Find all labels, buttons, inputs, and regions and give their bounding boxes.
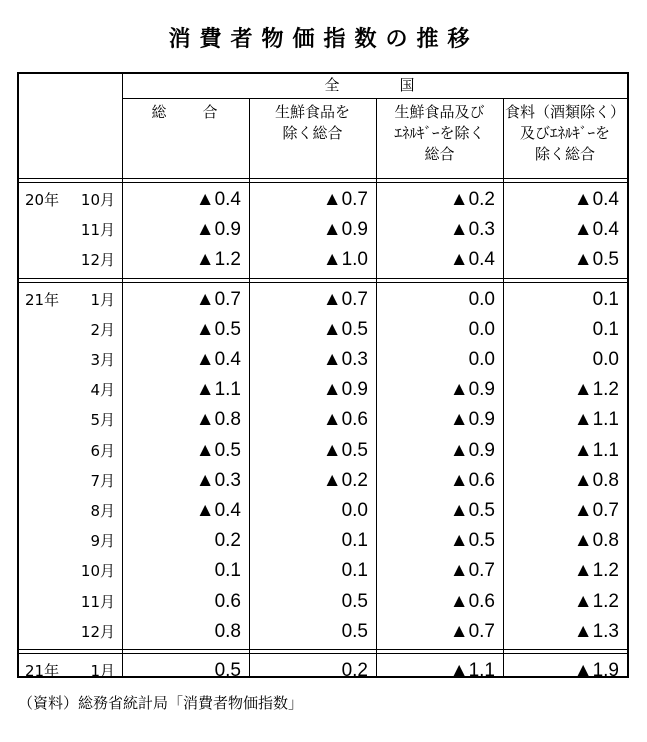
header-rule-1: [19, 178, 627, 179]
table-cell: ▲1.1: [573, 409, 619, 431]
table-cell: ▲0.4: [449, 249, 495, 271]
group-rule: [122, 98, 627, 99]
table-cell: ▲0.6: [322, 409, 368, 431]
block-rule-2: [19, 653, 627, 654]
table-cell: ▲0.5: [573, 249, 619, 271]
table-cell: ▲1.0: [322, 249, 368, 271]
v-rule: [503, 178, 504, 676]
v-rule: [376, 178, 377, 676]
row-month: 12月: [80, 251, 115, 270]
table-cell: ▲0.4: [573, 219, 619, 241]
table-cell: ▲0.7: [449, 560, 495, 582]
row-month: 11月: [80, 221, 115, 240]
table-cell: ▲0.3: [322, 349, 368, 370]
table-cell: ▲0.9: [322, 379, 368, 401]
table-cell: 0.1: [592, 288, 619, 310]
row-month: 9月: [90, 532, 115, 551]
table-cell: ▲0.7: [573, 500, 619, 521]
table-cell: 0.6: [214, 590, 241, 612]
header-rule-2: [19, 182, 627, 183]
table-cell: ▲0.4: [573, 189, 619, 210]
column-header-line: 食料（酒類除く）: [504, 103, 625, 121]
column-header-line: 生鮮食品及び: [394, 103, 485, 121]
column-header: [249, 102, 376, 144]
table-row: [19, 405, 627, 435]
table-cell: ▲0.5: [195, 439, 241, 461]
table-cell: ▲1.3: [573, 620, 619, 642]
table-row: [19, 526, 627, 556]
row-month: 11月: [80, 592, 115, 611]
table-cell: ▲0.5: [322, 318, 368, 340]
column-header-line: 総 合: [151, 103, 220, 121]
table-cell: 0.2: [214, 530, 241, 552]
table-cell: 0.0: [468, 349, 495, 370]
table-cell: ▲0.4: [195, 500, 241, 521]
table-cell: 0.0: [468, 318, 495, 340]
row-year: 21年: [25, 662, 60, 680]
table-cell: ▲1.2: [573, 590, 619, 612]
table-cell: 0.5: [214, 660, 241, 681]
block-rule-1: [19, 649, 627, 650]
table-cell: ▲1.2: [195, 249, 241, 271]
table-cell: ▲0.4: [195, 189, 241, 210]
table-cell: ▲0.7: [322, 189, 368, 210]
table-row: [19, 285, 627, 315]
table-cell: ▲0.9: [449, 409, 495, 431]
column-header: [376, 102, 503, 165]
column-header-line: 総合: [424, 145, 455, 163]
table-cell: ▲1.1: [449, 660, 495, 681]
v-rule: [249, 98, 250, 178]
table-cell: ▲0.8: [573, 469, 619, 491]
column-header: [503, 102, 627, 165]
table-cell: ▲0.4: [195, 349, 241, 370]
table-cell: ▲0.6: [449, 469, 495, 491]
table-cell: ▲1.2: [573, 379, 619, 401]
v-rule: [503, 98, 504, 178]
row-month: 10月: [80, 191, 115, 209]
table-cell: ▲0.6: [449, 590, 495, 612]
column-header-line: 生鮮食品を: [274, 103, 350, 121]
row-month: 12月: [80, 622, 115, 641]
table-cell: ▲0.9: [449, 379, 495, 401]
block-rule-2: [19, 282, 627, 283]
table-row: [19, 466, 627, 496]
table-row: [19, 375, 627, 405]
table-row: [19, 245, 627, 275]
table-cell: ▲0.9: [195, 219, 241, 241]
table-cell: ▲0.2: [322, 469, 368, 491]
table-row: [19, 185, 627, 215]
table-cell: 0.1: [214, 560, 241, 582]
table-cell: ▲1.2: [573, 560, 619, 582]
table-cell: ▲0.9: [449, 439, 495, 461]
column-header-line: ｴﾈﾙｷﾞｰを除く: [394, 124, 485, 142]
column-header: [122, 102, 249, 123]
table-cell: 0.0: [341, 500, 368, 521]
row-month: 8月: [90, 502, 115, 520]
table-cell: 0.8: [214, 620, 241, 642]
table-cell: ▲0.7: [449, 620, 495, 642]
row-month: 3月: [90, 351, 115, 369]
page-title: 消費者物価指数の推移: [168, 27, 479, 52]
table-cell: ▲0.2: [449, 189, 495, 210]
table-cell: ▲1.1: [195, 379, 241, 401]
table-row: [19, 496, 627, 526]
column-header-line: 除く総合: [534, 145, 595, 163]
table-row: [19, 556, 627, 586]
row-month: 7月: [90, 471, 115, 490]
row-year: 21年: [25, 290, 60, 309]
table-cell: ▲0.7: [322, 288, 368, 310]
table-cell: ▲0.9: [322, 219, 368, 241]
table-cell: 0.1: [341, 530, 368, 552]
row-year: 20年: [25, 191, 60, 209]
table-cell: ▲0.3: [195, 469, 241, 491]
column-header-line: 及びｴﾈﾙｷﾞｰを: [519, 124, 610, 142]
row-month: 6月: [90, 441, 115, 460]
table-cell: ▲1.9: [573, 660, 619, 681]
v-rule: [376, 98, 377, 178]
table-row: [19, 315, 627, 345]
table-cell: ▲0.3: [449, 219, 495, 241]
table-cell: ▲1.1: [573, 439, 619, 461]
table-cell: 0.1: [592, 318, 619, 340]
table-cell: 0.1: [341, 560, 368, 582]
table-cell: ▲0.8: [195, 409, 241, 431]
table-cell: 0.0: [592, 349, 619, 370]
group-header: 全 国: [324, 76, 425, 94]
row-month: 4月: [90, 381, 115, 400]
row-month: 1月: [90, 290, 115, 309]
row-month: 10月: [80, 562, 115, 581]
table-cell: ▲0.5: [449, 530, 495, 552]
block-rule-1: [19, 278, 627, 279]
table-cell: ▲0.5: [322, 439, 368, 461]
row-month: 1月: [90, 662, 115, 680]
cpi-table: [17, 72, 629, 681]
v-rule: [249, 178, 250, 676]
table-cell: ▲0.5: [195, 318, 241, 340]
row-month: 2月: [90, 320, 115, 339]
table-row: [19, 215, 627, 245]
table-cell: ▲0.7: [195, 288, 241, 310]
table-row: [19, 617, 627, 647]
table-cell: ▲0.5: [449, 500, 495, 521]
table-row: [19, 587, 627, 617]
table-cell: 0.5: [341, 620, 368, 642]
table-cell: 0.2: [341, 660, 368, 681]
row-month: 5月: [90, 411, 115, 430]
table-row: [19, 656, 627, 686]
table-row: [19, 345, 627, 375]
table-cell: 0.5: [341, 590, 368, 612]
table-cell: 0.0: [468, 288, 495, 310]
source-note: （資料）総務省統計局「消費者物価指数」: [18, 694, 304, 712]
table-cell: ▲0.8: [573, 530, 619, 552]
table-row: [19, 436, 627, 466]
column-header-line: 除く総合: [282, 124, 343, 142]
